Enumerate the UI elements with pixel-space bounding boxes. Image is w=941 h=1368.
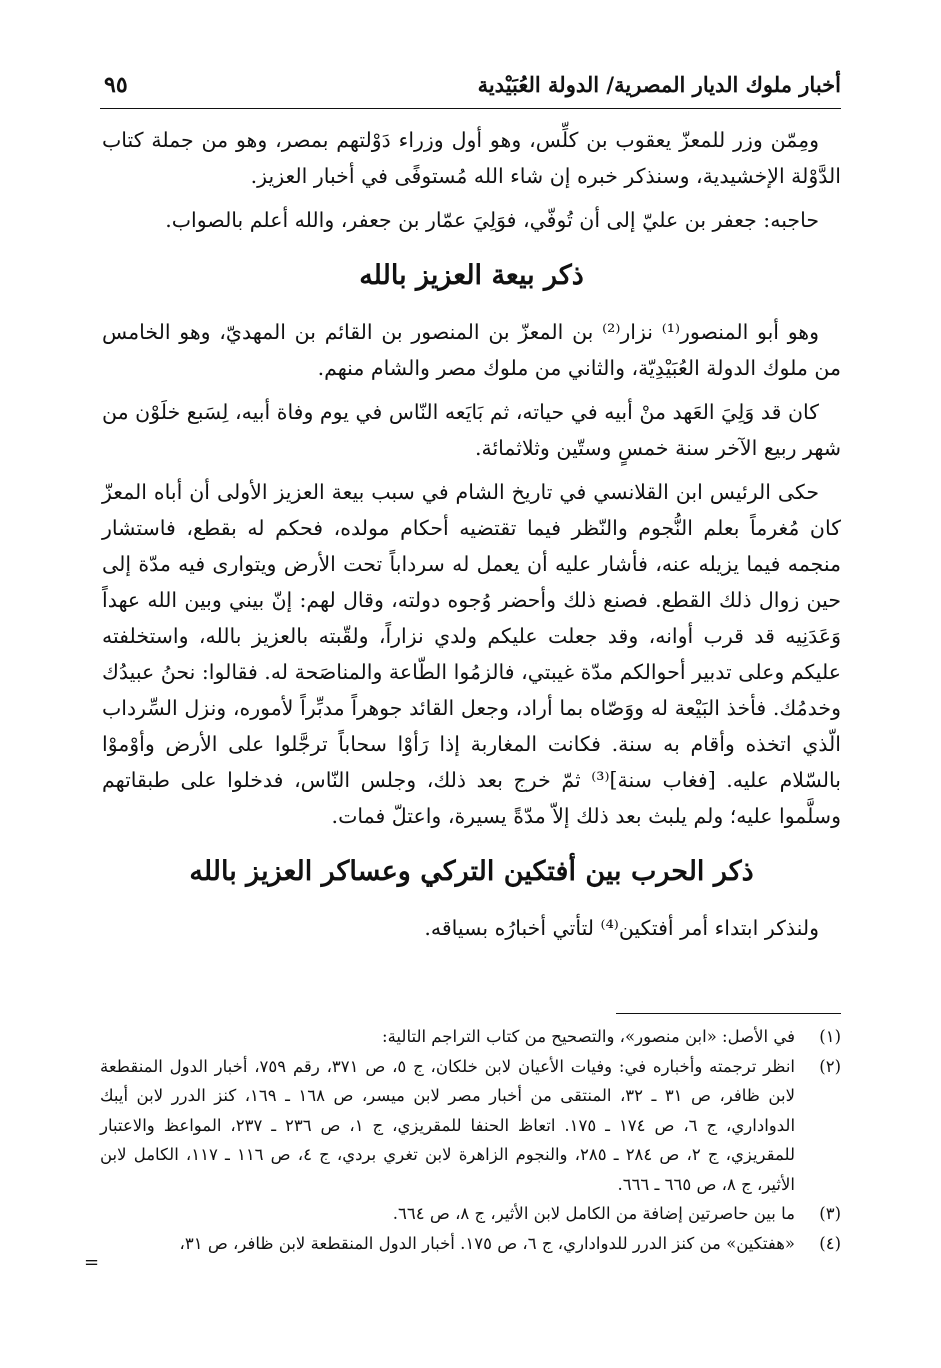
footnote-item bbox=[100, 1229, 841, 1259]
header-title: أخبار ملوك الديار المصرية/ الدولة العُبَيْدية bbox=[477, 72, 841, 97]
footnote-number: (١) bbox=[819, 1027, 841, 1046]
footnote-number: (٢) bbox=[819, 1056, 841, 1076]
continuation-mark: = bbox=[84, 1252, 100, 1273]
paragraph-lineage: وهو أبو المنصور⁽¹⁾ نزار⁽²⁾ بن المعزّ بن المنصور بن القائم بن المهديّ، وهو الخامس من ملوك الدولة العُبَيْدِيّة، والثاني من ملوك مصر والشام منهم. bbox=[102, 320, 841, 380]
running-header bbox=[100, 72, 841, 109]
main-text bbox=[102, 122, 841, 954]
footnote-number: (٣) bbox=[819, 1204, 841, 1223]
footnotes bbox=[100, 1022, 841, 1258]
page-number: ٩٥ bbox=[104, 72, 128, 98]
paragraph-story: حكى الرئيس ابن القلانسي في تاريخ الشام في سبب بيعة العزيز الأولى أن أباه المعزّ كان مُغرماً بعلم النُّجوم والنّظر فيما تقتضيه أحكام مولده، فحكم له بقطع، فاستشار منجمه فيما يزيله عنه، فأشار عليه أن يعمل له سرداباً تحت الأرض ويتوارى فيه مدّة إلى حين زوال ذلك القطع. فصنع ذلك وأحضر وُجوه دولته، وقال لهم: إنّ بيني وبين الله عهداً وَعَدَنِيه قد قرب أوانه، وقد جعلت عليكم ولدي نزاراً، ولقّبته بالعزيز بالله، واستخلفته عليكم وعلى تدبير أحوالكم مدّة غيبتي، فالزمُوا الطّاعة والمناصَحة له. فقالوا: نحنُ عبيدُك وخدمُك. فأخذ البَيْعة له ووَصّاه بما أراد، وجعل القائد جوهراً مدبِّراً لأموره، ونزل السِّرداب الّذي اتخذه وأقام به سنة. فكانت المغاربة إذا رَأوْا سحاباً ترجَّلوا على الأرض وأوْموْا بالسّلام عليه. [فغاب سنة]⁽³⁾ ثمّ خرج بعد ذلك، وجلس النّاس، فدخلوا على طبقاتهم وسلَّموا عليه؛ ولم يلبث بعد ذلك إلاّ مدّةً يسيرة، واعتلّ فمات. bbox=[102, 480, 841, 828]
footnote-divider bbox=[616, 1013, 841, 1014]
paragraph-succession: كان قد وَلِيَ العَهد منْ أبيه في حياته، ثم بَايَعه النّاس في يوم وفاة أبيه، لِسَبع خلَوْن من شهر ربيع الآخر سنة خمسٍ وستّين وثلاثمائة. bbox=[102, 400, 841, 460]
section-heading-war: ذكر الحرب بين أفتكين التركي وعساكر العزيز بالله bbox=[189, 856, 754, 887]
footnote-number: (٤) bbox=[819, 1233, 841, 1253]
paragraph-aftakin: ولنذكر ابتداء أمر أفتكين⁽⁴⁾ لتأتي أخبارُه بسياقه. bbox=[424, 916, 819, 940]
footnote-item bbox=[100, 1052, 841, 1200]
footnote-text: ما بين حاصرتين إضافة من الكامل لابن الأثير، ج ٨، ص ٦٦٤. bbox=[392, 1204, 795, 1223]
footnote-text: انظر ترجمته وأخباره في: وفيات الأعيان لابن خلكان، ج ٥، ص ٣٧١، رقم ٧٥٩، أخبار الدول المنقطعة لابن ظافر، ص ٣١ ـ ٣٢، المنتقى من أخبار مصر لابن ميسر، ص ١٦٨ ـ ١٦٩، كنز الدرر لابن أيبك الدواداري، ج ٦، ص ١٧٤ ـ ١٧٥. اتعاظ الحنفا للمقريزي، ج ١، ص ٢٣٦ ـ ٢٣٧، المواعظ والاعتبار للمقريزي، ج ٢، ص ٢٨٤ ـ ٢٨٥، والنجوم الزاهرة لابن تغري بردي، ج ٤، ص ١١٦ ـ ١١٧، الكامل لابن الأثير، ج ٨، ص ٦٦٥ ـ ٦٦٦. bbox=[100, 1056, 796, 1194]
section-heading-bayah: ذكر بيعة العزيز بالله bbox=[359, 260, 584, 291]
footnote-text: «هفتكين» من كنز الدرر للدواداري، ج ٦، ص ١٧٥. أخبار الدول المنقطعة لابن ظافر، ص ٣١، bbox=[179, 1233, 795, 1253]
footnote-text: في الأصل: «ابن منصور»، والتصحيح من كتاب التراجم التالية: bbox=[382, 1027, 795, 1046]
paragraph-chamberlain: حاجبه: جعفر بن عليّ إلى أن تُوفّي، فوَلِيَ عمّار بن جعفر، والله أعلم بالصواب. bbox=[165, 208, 819, 232]
footnote-item bbox=[100, 1022, 841, 1052]
footnote-item bbox=[100, 1199, 841, 1229]
paragraph-vizier: ومِمّن وزر للمعزّ يعقوب بن كلِّس، وهو أول وزراء دَوْلتهم بمصر، وهو من جملة كتاب الدَّوْلة الإخشيدية، وسنذكر خبره إن شاء الله مُستوفًى في أخبار العزيز. bbox=[102, 128, 841, 188]
